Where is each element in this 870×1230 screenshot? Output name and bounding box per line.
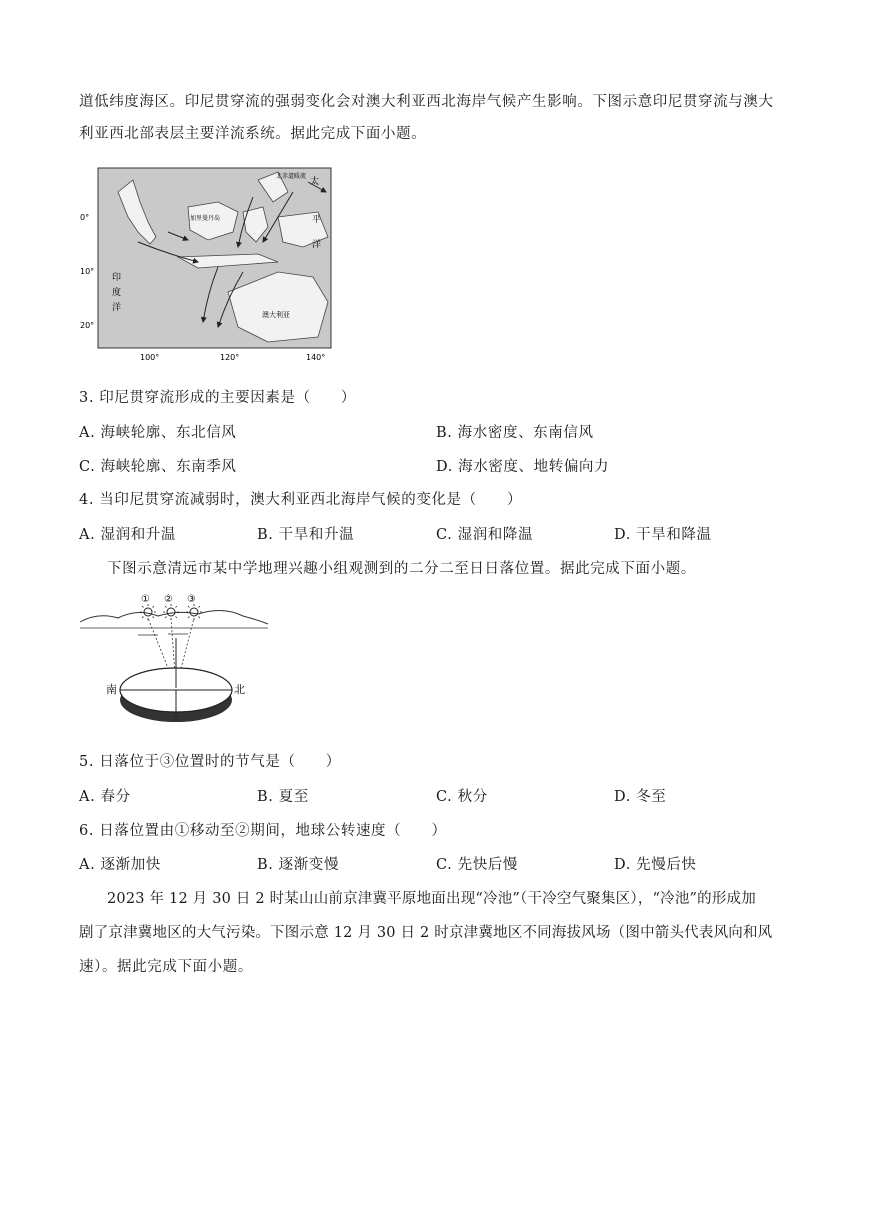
label-australia: 澳大利亚 (262, 311, 290, 319)
marker-2: ② (164, 594, 173, 605)
lat-label-0: 0° (80, 213, 90, 222)
lat-label-20: 20° (80, 321, 95, 330)
lon-label-140: 140° (306, 353, 326, 362)
q4-option-b[interactable]: B. 干旱和升温 (257, 527, 355, 543)
q5-option-b[interactable]: B. 夏至 (257, 789, 309, 805)
intro-line-2: 利亚西北部表层主要洋流系统。据此完成下面小题。 (79, 126, 427, 142)
q5-option-a[interactable]: A. 春分 (79, 789, 131, 805)
pacific-2: 平 (312, 215, 322, 225)
q3-option-b[interactable]: B. 海水密度、东南信风 (436, 425, 594, 441)
sunset-diagram (78, 590, 273, 730)
pacific-1: 太 (310, 177, 320, 187)
intro3-line-2: 剧了京津冀地区的大气污染。下图示意 12 月 30 日 2 时京津冀地区不同海拔风场（图中箭头代表风向和风 (79, 925, 773, 941)
indian-ocean-3: 洋 (112, 303, 122, 313)
intro2-line: 下图示意清远市某中学地理兴趣小组观测到的二分二至日日落位置。据此完成下面小题。 (107, 561, 696, 577)
indian-ocean-1: 印 (112, 273, 122, 283)
q3-option-d[interactable]: D. 海水密度、地转偏向力 (436, 459, 610, 475)
intro-line-1: 道低纬度海区。印尼贯穿流的强弱变化会对澳大利亚西北海岸气候产生影响。下图示意印尼贯穿流与澳大 (79, 94, 774, 110)
q6-option-b[interactable]: B. 逐渐变慢 (257, 857, 340, 873)
ocean-current-map (78, 162, 340, 362)
q4-option-d[interactable]: D. 干旱和降温 (614, 527, 712, 543)
q3-option-c[interactable]: C. 海峡轮廓、东南季风 (79, 459, 237, 475)
q5-option-c[interactable]: C. 秋分 (436, 789, 488, 805)
q6-option-a[interactable]: A. 逐渐加快 (79, 857, 161, 873)
intro3-line-3: 速）。据此完成下面小题。 (79, 959, 253, 975)
marker-3: ③ (187, 594, 196, 605)
marker-1: ① (141, 594, 150, 605)
q5-stem: 5. 日落位于③位置时的节气是（ ） (79, 754, 341, 770)
q3-option-a[interactable]: A. 海峡轮廓、东北信风 (79, 425, 237, 441)
label-north: 北 (234, 683, 245, 696)
q4-stem: 4. 当印尼贯穿流减弱时，澳大利亚西北海岸气候的变化是（ ） (79, 492, 523, 508)
intro3-line-1: 2023 年 12 月 30 日 2 时某山山前京津冀平原地面出现“冷池”（干冷空气聚集区），“冷池”的形成加 (107, 891, 756, 907)
lon-label-100: 100° (140, 353, 160, 362)
q5-option-d[interactable]: D. 冬至 (614, 789, 667, 805)
q4-option-a[interactable]: A. 湿润和升温 (79, 527, 176, 543)
indian-ocean-2: 度 (112, 288, 122, 298)
q6-stem: 6. 日落位置由①移动至②期间，地球公转速度（ ） (79, 823, 447, 839)
label-north-eq: 北赤道暖流 (276, 173, 307, 180)
label-kalimantan: 加里曼丹岛 (190, 215, 221, 222)
q6-option-d[interactable]: D. 先慢后快 (614, 857, 697, 873)
lon-label-120: 120° (220, 353, 240, 362)
pacific-3: 洋 (312, 240, 322, 250)
q6-option-c[interactable]: C. 先快后慢 (436, 857, 518, 873)
q3-stem: 3. 印尼贯穿流形成的主要因素是（ ） (79, 390, 356, 406)
sun-icon-3 (186, 604, 202, 620)
label-south: 南 (106, 683, 117, 696)
lat-label-10: 10° (80, 267, 95, 276)
q4-option-c[interactable]: C. 湿润和降温 (436, 527, 534, 543)
sun-icon-2 (163, 604, 179, 620)
